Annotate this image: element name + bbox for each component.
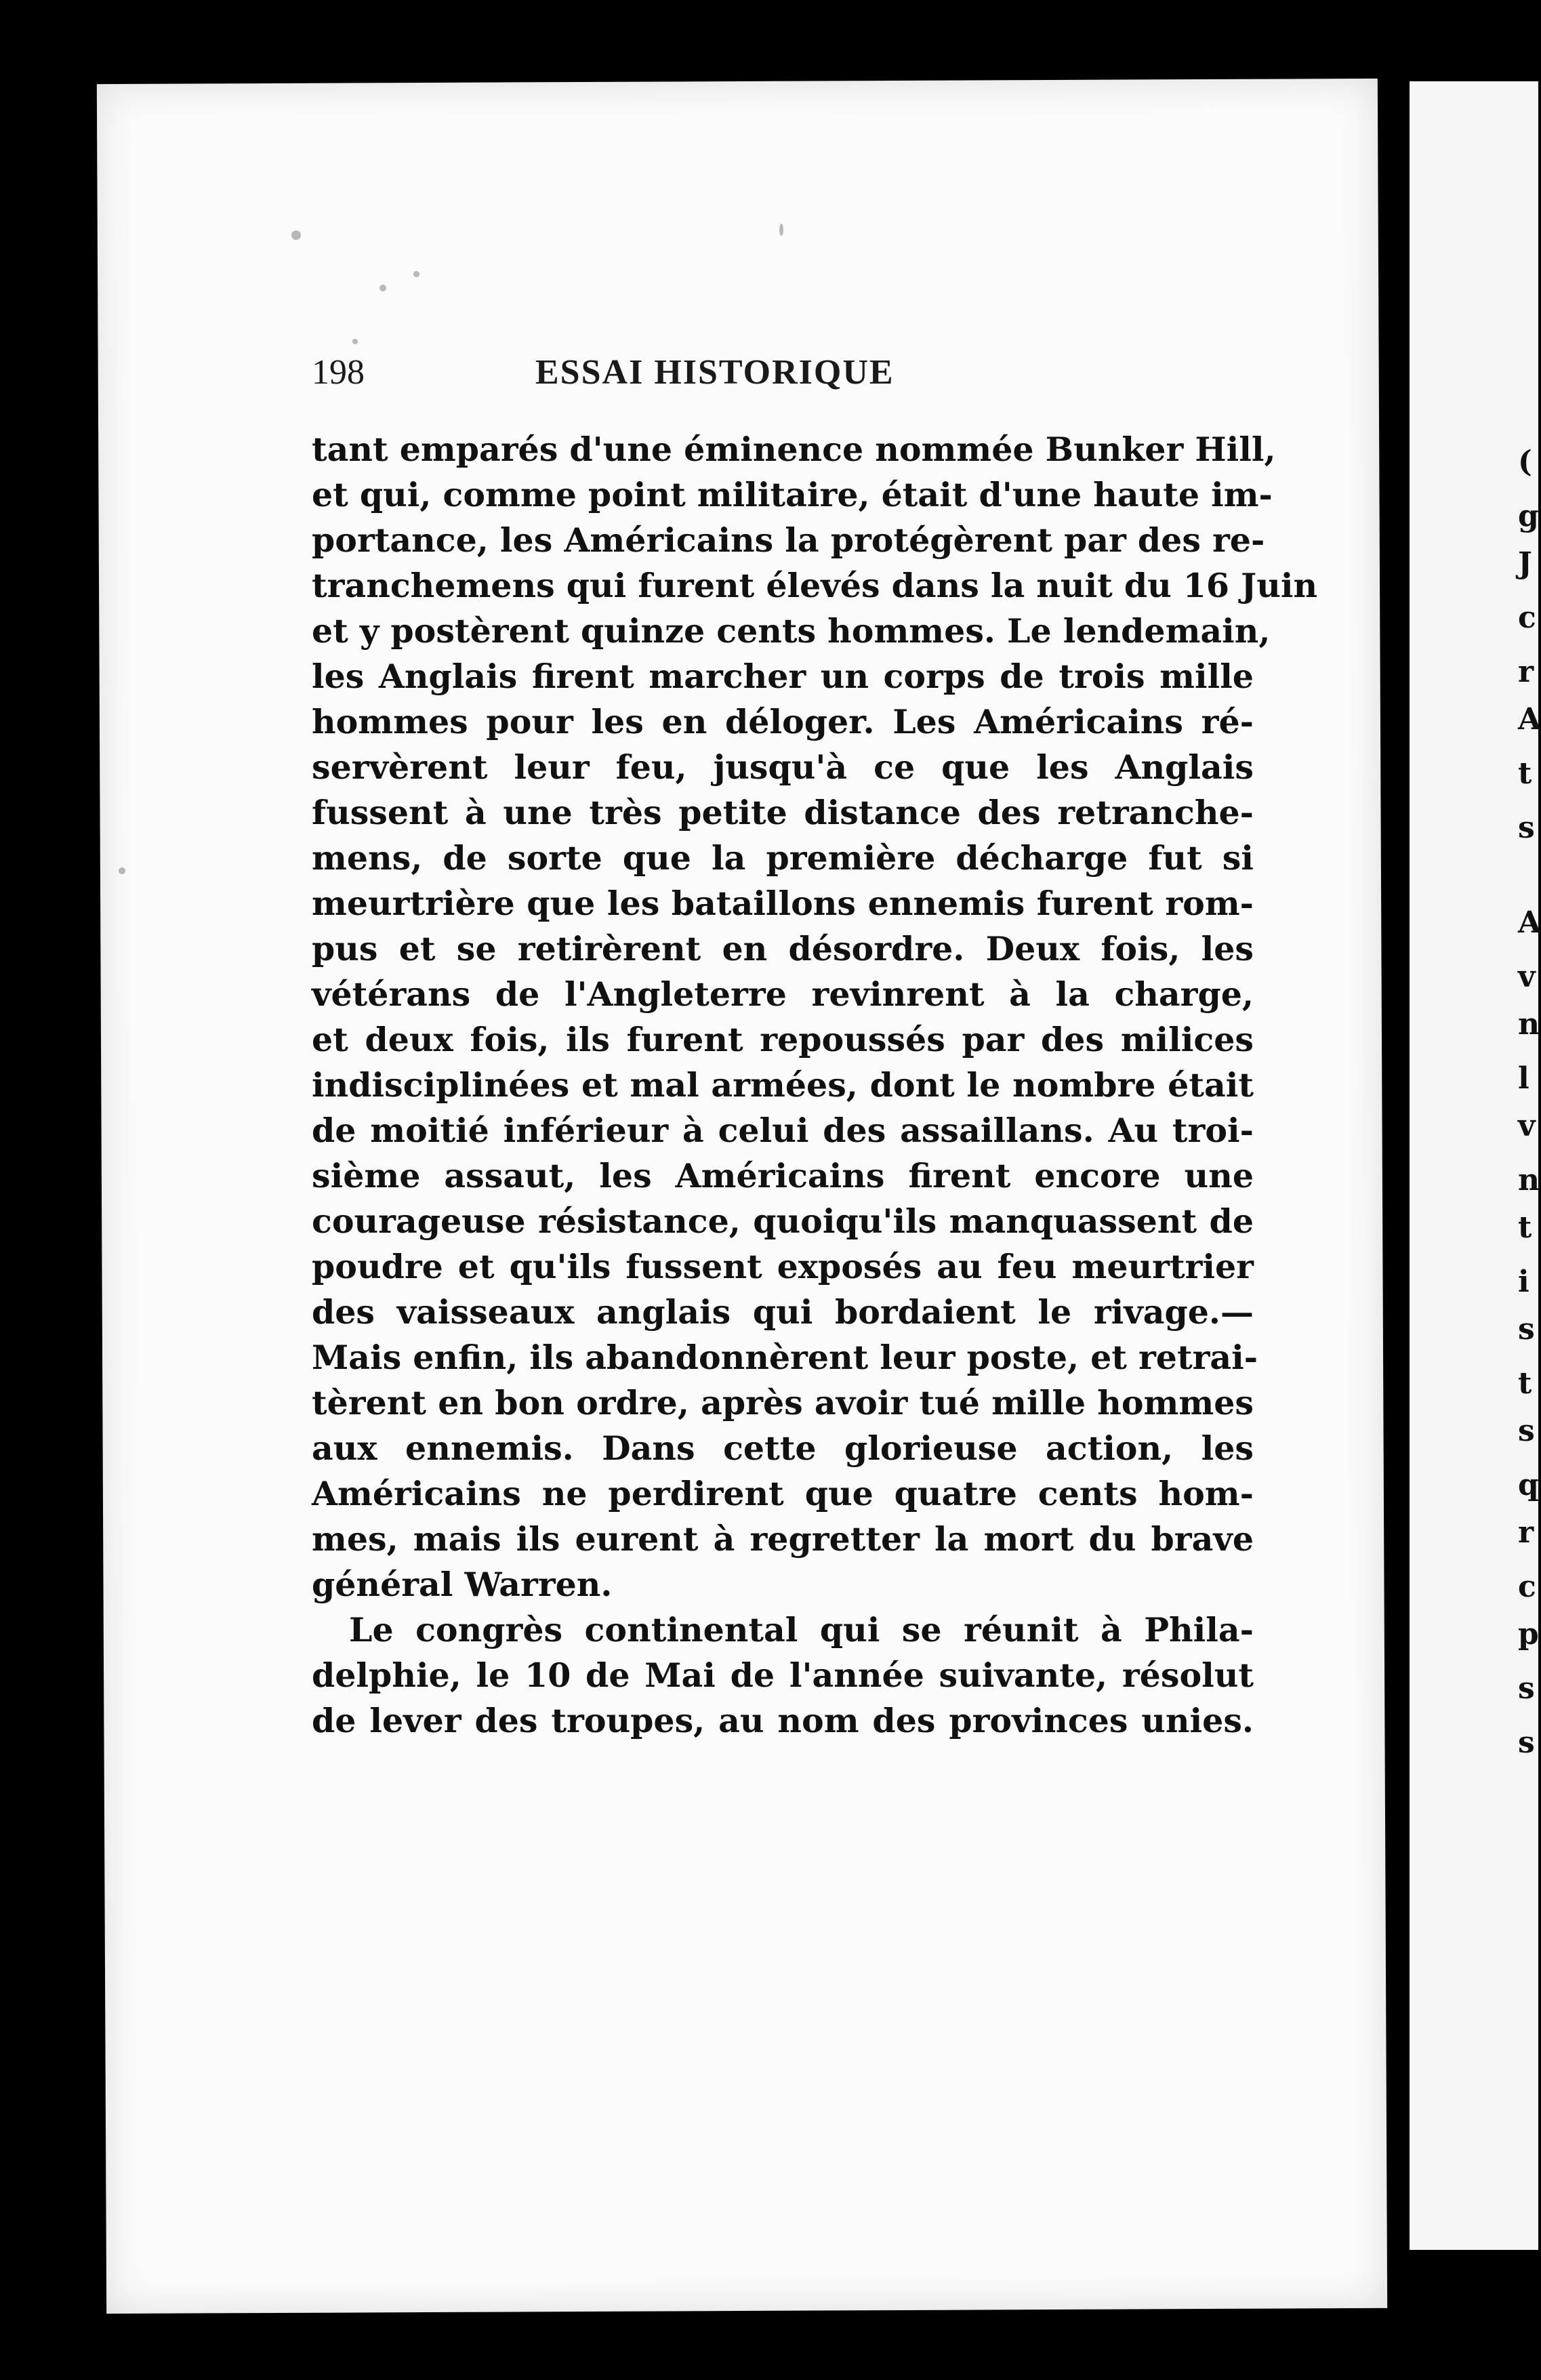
edge-fragment: t	[1518, 1366, 1532, 1401]
edge-fragment: q	[1518, 1468, 1539, 1502]
text-line: mens, de sorte que la première décharge fut si	[312, 838, 1254, 878]
text-line: Américains ne perdirent que quatre cents hom-	[312, 1474, 1254, 1513]
text-line: mes, mais ils eurent à regretter la mort du brave	[312, 1519, 1254, 1559]
scan-speck	[352, 339, 358, 344]
edge-fragment: n	[1518, 1163, 1540, 1197]
body-text	[312, 427, 1318, 1744]
text-line: hommes pour les en déloger. Les Américains ré-	[312, 702, 1254, 741]
text-line: fussent à une très petite distance des retranche-	[312, 793, 1254, 832]
edge-fragment: l	[1518, 1061, 1529, 1096]
text-line: Mais enfin, ils abandonnèrent leur poste, et retrai-	[312, 1338, 1258, 1377]
edge-fragment: r	[1518, 1515, 1534, 1550]
text-line: delphie, le 10 de Mai de l'année suivante, résolut	[312, 1656, 1254, 1695]
text-line: servèrent leur feu, jusqu'à ce que les Anglais	[312, 747, 1254, 787]
text-line: tèrent en bon ordre, après avoir tué mille hommes	[312, 1383, 1254, 1422]
edge-fragment: c	[1518, 600, 1536, 635]
edge-fragment: A	[1518, 702, 1541, 737]
text-line: de lever des troupes, au nom des provinces unies.	[312, 1701, 1254, 1740]
edge-fragment: J	[1518, 546, 1532, 581]
scan-speck	[119, 867, 125, 874]
text-line: indisciplinées et mal armées, dont le nombre était	[312, 1065, 1254, 1105]
edge-fragment: p	[1518, 1617, 1539, 1651]
text-line: aux ennemis. Dans cette glorieuse action, les	[312, 1429, 1254, 1468]
text-line: sième assaut, les Américains firent encore une	[312, 1156, 1254, 1195]
edge-fragment: g	[1518, 499, 1539, 533]
text-line: et deux fois, ils furent repoussés par des milices	[312, 1020, 1254, 1059]
edge-fragment: s	[1518, 1671, 1535, 1706]
text-line: vétérans de l'Angleterre revinrent à la charge,	[312, 974, 1254, 1014]
text-line: meurtrière que les bataillons ennemis furent rom-	[312, 884, 1254, 923]
text-line: portance, les Américains la protégèrent par des re-	[312, 520, 1265, 560]
text-line: général Warren.	[312, 1565, 613, 1604]
scan-speck	[379, 285, 386, 291]
text-line: de moitié inférieur à celui des assaillans. Au troi-	[312, 1111, 1254, 1150]
edge-fragment: r	[1518, 655, 1534, 689]
edge-fragment: (	[1518, 445, 1532, 479]
scan-speck	[291, 230, 301, 240]
text-line: tranchemens qui furent élevés dans la nuit du 16 Juin	[312, 566, 1318, 605]
page-number: 198	[312, 353, 365, 392]
edge-fragment: s	[1518, 1414, 1535, 1448]
text-line: tant emparés d'une éminence nommée Bunker Hill,	[312, 430, 1276, 469]
page-header	[312, 352, 1260, 400]
scan-speck	[779, 224, 783, 236]
edge-fragment: s	[1518, 811, 1535, 845]
edge-fragment: s	[1518, 1312, 1535, 1347]
edge-fragment: v	[1518, 1109, 1536, 1143]
edge-fragment: n	[1518, 1007, 1540, 1042]
text-line: les Anglais firent marcher un corps de trois mille	[312, 657, 1254, 696]
edge-fragment: c	[1518, 1569, 1536, 1604]
running-head: ESSAI HISTORIQUE	[535, 353, 895, 392]
scan-speck	[413, 271, 419, 277]
edge-fragment: s	[1518, 1725, 1535, 1760]
text-line: et qui, comme point militaire, était d'une haute im-	[312, 475, 1273, 514]
text-line: des vaisseaux anglais qui bordaient le rivage.—	[312, 1292, 1254, 1332]
edge-fragment: t	[1518, 756, 1532, 791]
edge-fragment: t	[1518, 1210, 1532, 1245]
adjacent-page-edge	[1410, 81, 1541, 2250]
text-line: pus et se retirèrent en désordre. Deux fois, les	[312, 929, 1254, 968]
paragraph	[312, 1607, 1254, 1744]
edge-fragment: A	[1518, 905, 1541, 940]
text-line: Le congrès continental qui se réunit à Phila-	[349, 1610, 1254, 1649]
edge-fragment: i	[1518, 1265, 1529, 1299]
edge-fragment: v	[1518, 960, 1536, 994]
paragraph	[312, 427, 1318, 1607]
text-line: et y postèrent quinze cents hommes. Le lendemain,	[312, 611, 1271, 651]
text-line: poudre et qu'ils fussent exposés au feu meurtrier	[312, 1247, 1254, 1286]
text-line: courageuse résistance, quoiqu'ils manquassent de	[312, 1202, 1254, 1241]
